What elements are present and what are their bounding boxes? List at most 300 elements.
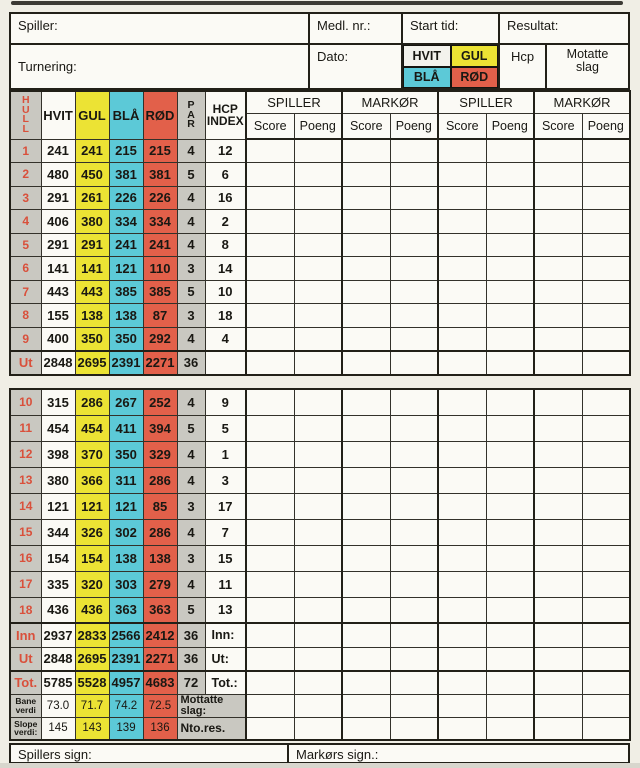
score-cell [438,717,486,740]
par-value: 3 [177,493,205,519]
rod-out-total: 2271 [143,351,177,375]
gul-distance: 286 [75,389,109,415]
poeng-cell [390,597,438,623]
out-row [10,351,630,375]
hcp-index-value: 4 [205,327,246,351]
poeng-cell [486,415,534,441]
par-value: 4 [177,233,205,257]
score-cell [342,389,390,415]
score-cell [534,467,582,493]
par-value: 5 [177,415,205,441]
poeng-cell [390,280,438,304]
score-cell [246,671,294,694]
score-cell [246,441,294,467]
rod-distance: 215 [143,139,177,163]
poeng-cell [486,280,534,304]
spiller-group-header: SPILLER [246,91,342,113]
hole-number: 6 [10,257,41,281]
score-cell [342,671,390,694]
gul-slope: 143 [75,717,109,740]
hole-number: 4 [10,210,41,234]
poeng-cell [390,647,438,671]
score-cell [342,545,390,571]
poeng-header: Poeng [294,113,342,139]
poeng-cell [294,623,342,647]
result-field: Resultat: [507,18,559,33]
rod-out-total: 2271 [143,647,177,671]
poeng-cell [486,671,534,694]
bla-out-total: 2391 [109,351,143,375]
hvit-distance: 436 [41,597,75,623]
hole-number: 14 [10,493,41,519]
hole-number: 16 [10,545,41,571]
poeng-cell [294,571,342,597]
score-cell [246,597,294,623]
hcp-index-value: 1 [205,441,246,467]
hole-row [10,139,630,163]
par-value: 4 [177,327,205,351]
poeng-cell [294,441,342,467]
hcp-index-value: 8 [205,233,246,257]
poeng-cell [582,415,630,441]
score-header: Score [534,113,582,139]
poeng-cell [294,139,342,163]
par-value: 3 [177,545,205,571]
rod-distance: 385 [143,280,177,304]
poeng-cell [390,717,438,740]
score-cell [246,139,294,163]
table-header-row [10,91,630,113]
markors-sign-field: Markørs sign.: [296,747,379,762]
spiller-field: Spiller: [11,14,310,43]
gul-distance: 450 [75,163,109,187]
par-value: 4 [177,467,205,493]
score-cell [342,304,390,328]
score-cell [342,694,390,717]
hole-row [10,467,630,493]
hole-row [10,186,630,210]
poeng-cell [294,304,342,328]
poeng-cell [582,257,630,281]
score-cell [246,304,294,328]
poeng-cell [390,493,438,519]
score-cell [342,597,390,623]
par-value: 4 [177,519,205,545]
score-cell [534,280,582,304]
hvit-course-rating: 73.0 [41,694,75,717]
hcp-index-value: 5 [205,415,246,441]
rod-distance: 252 [143,389,177,415]
poeng-cell [486,233,534,257]
poeng-cell [486,257,534,281]
score-cell [342,467,390,493]
in-score-label: Inn: [205,623,246,647]
score-cell [534,519,582,545]
poeng-cell [294,597,342,623]
score-cell [438,647,486,671]
poeng-cell [486,717,534,740]
hole-row [10,441,630,467]
poeng-cell [390,467,438,493]
gul-distance: 443 [75,280,109,304]
score-cell [246,163,294,187]
tee-color-legend [403,45,500,88]
score-cell [246,467,294,493]
score-cell [534,304,582,328]
hole-row [10,493,630,519]
bla-out-total: 2391 [109,647,143,671]
markor-group-header: MARKØR [342,91,438,113]
hcp-index-value: 6 [205,163,246,187]
par-grand-total: 72 [177,671,205,694]
par-value: 4 [177,571,205,597]
par-header: PAR [177,91,205,139]
score-cell [438,304,486,328]
slope-verdi-label: Slope verdi: [10,717,41,740]
rod-in-total: 2412 [143,623,177,647]
hvit-distance: 406 [41,210,75,234]
out-label: Ut [10,647,41,671]
score-cell [246,493,294,519]
hvit-distance: 443 [41,280,75,304]
rod-column-header: RØD [143,91,177,139]
hole-row [10,519,630,545]
hcp-field: Hcp [500,45,547,88]
hcp-index-value: 12 [205,139,246,163]
hvit-distance: 121 [41,493,75,519]
par-value: 5 [177,280,205,304]
score-cell [534,233,582,257]
hcp-index-value: 17 [205,493,246,519]
poeng-cell [582,597,630,623]
header-box [9,12,630,90]
hcp-index-value: 13 [205,597,246,623]
score-cell [438,389,486,415]
score-cell [438,139,486,163]
score-cell [246,519,294,545]
poeng-cell [390,210,438,234]
poeng-cell [582,441,630,467]
score-cell [534,694,582,717]
poeng-cell [486,186,534,210]
bla-distance: 241 [109,233,143,257]
hcp-index-value: 16 [205,186,246,210]
poeng-cell [486,304,534,328]
rod-distance: 292 [143,327,177,351]
score-cell [342,257,390,281]
score-cell [342,233,390,257]
score-cell [246,351,294,375]
hole-number: 15 [10,519,41,545]
bla-slope: 139 [109,717,143,740]
poeng-cell [582,694,630,717]
hcp-index-value: 15 [205,545,246,571]
par-out-total: 36 [177,647,205,671]
hcp-index-value: 9 [205,389,246,415]
gul-distance: 326 [75,519,109,545]
par-value: 3 [177,257,205,281]
hvit-in-total: 2937 [41,623,75,647]
hole-number: 5 [10,233,41,257]
score-cell [438,441,486,467]
hvit-distance: 400 [41,327,75,351]
score-cell [342,647,390,671]
poeng-cell [390,257,438,281]
rod-course-rating: 72.5 [143,694,177,717]
score-cell [246,571,294,597]
poeng-cell [582,623,630,647]
bla-distance: 302 [109,519,143,545]
hvit-distance: 291 [41,233,75,257]
par-value: 4 [177,139,205,163]
hvit-distance: 398 [41,441,75,467]
score-cell [246,327,294,351]
poeng-cell [294,717,342,740]
rod-distance: 329 [143,441,177,467]
header-row-2 [11,45,628,88]
hole-number: 10 [10,389,41,415]
score-cell [342,351,390,375]
hvit-distance: 344 [41,519,75,545]
score-cell [438,186,486,210]
bla-distance: 138 [109,304,143,328]
hole-number: 7 [10,280,41,304]
score-header: Score [246,113,294,139]
poeng-cell [486,694,534,717]
score-cell [246,717,294,740]
hole-row [10,280,630,304]
poeng-cell [390,304,438,328]
hvit-slope: 145 [41,717,75,740]
hole-number: 2 [10,163,41,187]
poeng-cell [294,415,342,441]
score-cell [246,545,294,571]
poeng-cell [486,597,534,623]
poeng-cell [486,327,534,351]
gul-distance: 366 [75,467,109,493]
par-value: 5 [177,597,205,623]
poeng-cell [486,163,534,187]
rod-slope: 136 [143,717,177,740]
gul-in-total: 2833 [75,623,109,647]
bla-distance: 226 [109,186,143,210]
gul-distance: 261 [75,186,109,210]
poeng-cell [486,623,534,647]
hole-number: 11 [10,415,41,441]
rod-distance: 394 [143,415,177,441]
poeng-header: Poeng [582,113,630,139]
score-cell [534,257,582,281]
course-rating-row [10,694,630,717]
hcp-index-value: 2 [205,210,246,234]
spillers-sign-field: Spillers sign: [11,745,289,762]
poeng-cell [294,647,342,671]
bla-distance: 350 [109,441,143,467]
par-value: 5 [177,163,205,187]
score-cell [438,163,486,187]
gul-distance: 350 [75,327,109,351]
gul-distance: 291 [75,233,109,257]
tee-rod-box: RØD [451,67,499,89]
gul-distance: 370 [75,441,109,467]
bla-column-header: BLÅ [109,91,143,139]
poeng-cell [486,351,534,375]
hole-row [10,163,630,187]
gul-distance: 121 [75,493,109,519]
rod-distance: 381 [143,163,177,187]
hole-number: 8 [10,304,41,328]
total-label: Tot. [10,671,41,694]
tee-bla-box: BLÅ [403,67,451,89]
total-score-label: Tot.: [205,671,246,694]
score-cell [534,389,582,415]
score-header: Score [342,113,390,139]
hvit-distance: 380 [41,467,75,493]
score-cell [438,257,486,281]
score-cell [246,233,294,257]
score-cell [342,163,390,187]
poeng-cell [486,545,534,571]
score-cell [246,647,294,671]
tee-hvit-box: HVIT [403,45,451,67]
poeng-cell [294,163,342,187]
score-cell [534,545,582,571]
gul-out-total: 2695 [75,647,109,671]
motatte-slag-field [547,45,628,88]
poeng-cell [294,233,342,257]
rod-distance: 286 [143,467,177,493]
poeng-cell [294,545,342,571]
score-cell [342,717,390,740]
mottatte-slag-cell: Mottatte slag: [177,694,246,717]
score-cell [438,623,486,647]
poeng-cell [582,647,630,671]
hvit-distance: 141 [41,257,75,281]
score-cell [342,186,390,210]
poeng-cell [390,233,438,257]
gul-distance: 154 [75,545,109,571]
hole-number: 13 [10,467,41,493]
score-cell [246,186,294,210]
par-value: 4 [177,441,205,467]
slope-row [10,717,630,740]
header-row-1 [11,14,628,45]
poeng-cell [582,467,630,493]
poeng-cell [390,623,438,647]
score-cell [438,519,486,545]
gul-course-rating: 71.7 [75,694,109,717]
motatte-line1: Motatte [566,47,609,61]
rod-distance: 85 [143,493,177,519]
poeng-cell [390,441,438,467]
scan-edge-bottom [0,763,640,768]
score-cell [342,415,390,441]
bla-distance: 385 [109,280,143,304]
score-cell [438,597,486,623]
poeng-cell [582,186,630,210]
hole-row [10,327,630,351]
gul-distance: 141 [75,257,109,281]
rod-distance: 87 [143,304,177,328]
hcp-index-value: 7 [205,519,246,545]
hole-number: 9 [10,327,41,351]
hvit-distance: 480 [41,163,75,187]
poeng-cell [486,441,534,467]
poeng-cell [486,571,534,597]
score-cell [534,415,582,441]
score-cell [534,671,582,694]
score-cell [342,519,390,545]
poeng-cell [390,671,438,694]
hole-row [10,571,630,597]
spiller-group-header-2: SPILLER [438,91,534,113]
poeng-cell [294,210,342,234]
poeng-cell [582,493,630,519]
rod-distance: 286 [143,519,177,545]
hole-number: 3 [10,186,41,210]
score-cell [342,210,390,234]
hvit-distance: 154 [41,545,75,571]
poeng-cell [486,389,534,415]
score-cell [438,415,486,441]
in-row [10,623,630,647]
hcp-index-header: HCP INDEX [205,91,246,139]
rod-distance: 226 [143,186,177,210]
par-in-total: 36 [177,623,205,647]
score-cell [438,351,486,375]
score-cell [246,280,294,304]
rod-distance: 279 [143,571,177,597]
poeng-cell [582,233,630,257]
score-cell [438,694,486,717]
poeng-cell [390,186,438,210]
score-cell [534,493,582,519]
rod-distance: 138 [143,545,177,571]
score-cell [438,493,486,519]
motatte-line2: slag [576,60,599,74]
gul-out-total: 2695 [75,351,109,375]
rod-grand-total: 4683 [143,671,177,694]
dato-field: Dato: [310,45,403,88]
score-cell [246,694,294,717]
poeng-cell [294,389,342,415]
score-cell [246,257,294,281]
poeng-cell [582,210,630,234]
poeng-cell [390,545,438,571]
poeng-cell [390,571,438,597]
score-cell [534,597,582,623]
bla-distance: 303 [109,571,143,597]
poeng-cell [486,210,534,234]
hole-number: 1 [10,139,41,163]
bla-distance: 215 [109,139,143,163]
hvit-distance: 315 [41,389,75,415]
bla-distance: 350 [109,327,143,351]
bla-distance: 334 [109,210,143,234]
score-cell [342,441,390,467]
score-cell [534,163,582,187]
hvit-grand-total: 5785 [41,671,75,694]
bane-verdi-label: Bane verdi [10,694,41,717]
score-cell [342,280,390,304]
hole-row [10,233,630,257]
poeng-cell [390,694,438,717]
poeng-header: Poeng [390,113,438,139]
score-cell [534,717,582,740]
score-header: Score [438,113,486,139]
hole-row [10,389,630,415]
poeng-cell [294,694,342,717]
